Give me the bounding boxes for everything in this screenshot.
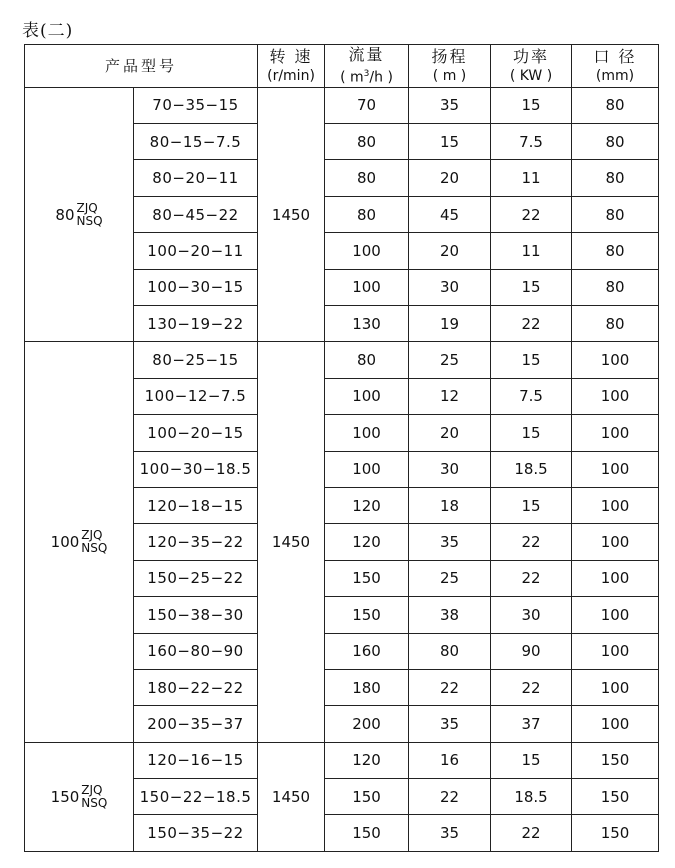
series-prefix: 100 (50, 533, 80, 552)
flow-cell: 120 (325, 742, 409, 778)
model-cell: 160−80−90 (134, 633, 258, 669)
head-cell: 22 (409, 779, 491, 815)
bore-cell: 150 (572, 742, 659, 778)
flow-cell: 120 (325, 487, 409, 523)
power-cell: 15 (491, 342, 572, 378)
model-cell: 100−30−18.5 (134, 451, 258, 487)
bore-cell: 100 (572, 487, 659, 523)
bore-cell: 100 (572, 560, 659, 596)
table-row (25, 742, 659, 778)
flow-cell: 80 (325, 342, 409, 378)
flow-cell: 150 (325, 597, 409, 633)
flow-cell: 100 (325, 415, 409, 451)
bore-cell: 100 (572, 633, 659, 669)
head-cell: 30 (409, 269, 491, 305)
speed-cell: 1450 (258, 742, 325, 851)
model-cell: 120−18−15 (134, 487, 258, 523)
model-cell: 100−20−15 (134, 415, 258, 451)
model-cell: 120−35−22 (134, 524, 258, 560)
series-label (25, 742, 134, 851)
series-top: ZJQ (76, 200, 98, 215)
model-cell: 80−20−11 (134, 160, 258, 196)
series-group (51, 784, 108, 810)
power-cell: 37 (491, 706, 572, 742)
model-cell: 150−25−22 (134, 560, 258, 596)
model-cell: 100−12−7.5 (134, 378, 258, 414)
header-flow (325, 45, 409, 88)
table-caption: 表(二) (22, 21, 74, 41)
header-speed-unit: (r/min) (267, 67, 315, 84)
series-stack (81, 529, 107, 555)
flow-cell: 130 (325, 306, 409, 342)
header-bore (572, 45, 659, 88)
header-head-title: 扬程 (431, 46, 468, 66)
model-cell: 80−25−15 (134, 342, 258, 378)
power-cell: 18.5 (491, 451, 572, 487)
bore-cell: 100 (572, 342, 659, 378)
flow-cell: 80 (325, 160, 409, 196)
header-head (409, 45, 491, 88)
table-body (25, 87, 659, 851)
head-cell: 38 (409, 597, 491, 633)
model-cell: 100−30−15 (134, 269, 258, 305)
head-cell: 30 (409, 451, 491, 487)
series-stack (77, 202, 103, 228)
model-cell: 150−22−18.5 (134, 779, 258, 815)
head-cell: 18 (409, 487, 491, 523)
model-cell: 100−20−11 (134, 233, 258, 269)
power-cell: 15 (491, 742, 572, 778)
power-cell: 22 (491, 196, 572, 232)
speed-cell: 1450 (258, 342, 325, 742)
head-cell: 19 (409, 306, 491, 342)
head-cell: 20 (409, 233, 491, 269)
table-row (25, 342, 659, 378)
header-bore-unit: (mm) (595, 67, 635, 84)
series-bottom: NSQ (81, 541, 108, 556)
power-cell: 22 (491, 306, 572, 342)
head-cell: 20 (409, 415, 491, 451)
flow-cell: 100 (325, 269, 409, 305)
power-cell: 22 (491, 524, 572, 560)
power-cell: 15 (491, 487, 572, 523)
flow-cell: 100 (325, 378, 409, 414)
bore-cell: 80 (572, 160, 659, 196)
series-group (51, 529, 108, 555)
head-cell: 80 (409, 633, 491, 669)
head-cell: 22 (409, 669, 491, 705)
flow-cell: 80 (325, 196, 409, 232)
flow-cell: 120 (325, 524, 409, 560)
model-cell: 80−15−7.5 (134, 124, 258, 160)
header-model: 产品型号 (25, 45, 258, 88)
series-bottom: NSQ (81, 795, 108, 810)
head-cell: 35 (409, 815, 491, 851)
header-head-unit: ( m ) (432, 67, 467, 84)
bore-cell: 100 (572, 524, 659, 560)
flow-cell: 70 (325, 87, 409, 123)
power-cell: 15 (491, 87, 572, 123)
header-flow-unit (325, 65, 408, 87)
bore-cell: 80 (572, 124, 659, 160)
series-stack (81, 784, 107, 810)
header-flow-title: 流量 (348, 45, 385, 64)
power-cell: 22 (491, 560, 572, 596)
head-cell: 25 (409, 560, 491, 596)
power-cell: 11 (491, 160, 572, 196)
bore-cell: 150 (572, 815, 659, 851)
bore-cell: 100 (572, 451, 659, 487)
flow-cell: 100 (325, 451, 409, 487)
bore-cell: 100 (572, 706, 659, 742)
model-cell: 130−19−22 (134, 306, 258, 342)
head-cell: 45 (409, 196, 491, 232)
series-label (25, 87, 134, 342)
model-cell: 80−45−22 (134, 196, 258, 232)
table-row (25, 87, 659, 123)
series-group (55, 202, 102, 228)
header-power-title: 功率 (513, 46, 550, 66)
model-cell: 120−16−15 (134, 742, 258, 778)
pump-spec-table (24, 44, 659, 852)
bore-cell: 100 (572, 378, 659, 414)
power-cell: 7.5 (491, 378, 572, 414)
model-cell: 150−35−22 (134, 815, 258, 851)
bore-cell: 100 (572, 597, 659, 633)
power-cell: 90 (491, 633, 572, 669)
head-cell: 35 (409, 524, 491, 560)
flow-cell: 100 (325, 233, 409, 269)
model-cell: 200−35−37 (134, 706, 258, 742)
flow-cell: 150 (325, 560, 409, 596)
bore-cell: 80 (572, 306, 659, 342)
flow-cell: 80 (325, 124, 409, 160)
series-top: ZJQ (81, 782, 103, 797)
model-cell: 180−22−22 (134, 669, 258, 705)
power-cell: 22 (491, 669, 572, 705)
power-cell: 7.5 (491, 124, 572, 160)
bore-cell: 80 (572, 87, 659, 123)
flow-cell: 150 (325, 779, 409, 815)
bore-cell: 80 (572, 269, 659, 305)
flow-cell: 200 (325, 706, 409, 742)
header-speed (258, 45, 325, 88)
header-row (25, 45, 659, 88)
header-power-unit: ( KW ) (509, 67, 553, 84)
power-cell: 22 (491, 815, 572, 851)
power-cell: 18.5 (491, 779, 572, 815)
series-bottom: NSQ (76, 213, 103, 228)
series-top: ZJQ (81, 528, 103, 543)
model-cell: 150−38−30 (134, 597, 258, 633)
flow-cell: 160 (325, 633, 409, 669)
flow-unit-post: /h ) (369, 69, 393, 86)
series-label (25, 342, 134, 742)
head-cell: 12 (409, 378, 491, 414)
head-cell: 20 (409, 160, 491, 196)
bore-cell: 80 (572, 196, 659, 232)
bore-cell: 100 (572, 669, 659, 705)
flow-cell: 180 (325, 669, 409, 705)
speed-cell: 1450 (258, 87, 325, 342)
power-cell: 30 (491, 597, 572, 633)
flow-unit-sup: 3 (363, 69, 370, 79)
power-cell: 11 (491, 233, 572, 269)
bore-cell: 80 (572, 233, 659, 269)
flow-cell: 150 (325, 815, 409, 851)
series-prefix: 80 (55, 205, 75, 224)
head-cell: 35 (409, 87, 491, 123)
power-cell: 15 (491, 269, 572, 305)
power-cell: 15 (491, 415, 572, 451)
model-cell: 70−35−15 (134, 87, 258, 123)
head-cell: 25 (409, 342, 491, 378)
bore-cell: 150 (572, 779, 659, 815)
series-prefix: 150 (50, 787, 80, 806)
head-cell: 35 (409, 706, 491, 742)
header-speed-title: 转 速 (269, 46, 313, 66)
header-power (491, 45, 572, 88)
head-cell: 16 (409, 742, 491, 778)
head-cell: 15 (409, 124, 491, 160)
bore-cell: 100 (572, 415, 659, 451)
header-bore-title: 口 径 (593, 46, 637, 66)
flow-unit-pre: ( m (340, 69, 364, 86)
